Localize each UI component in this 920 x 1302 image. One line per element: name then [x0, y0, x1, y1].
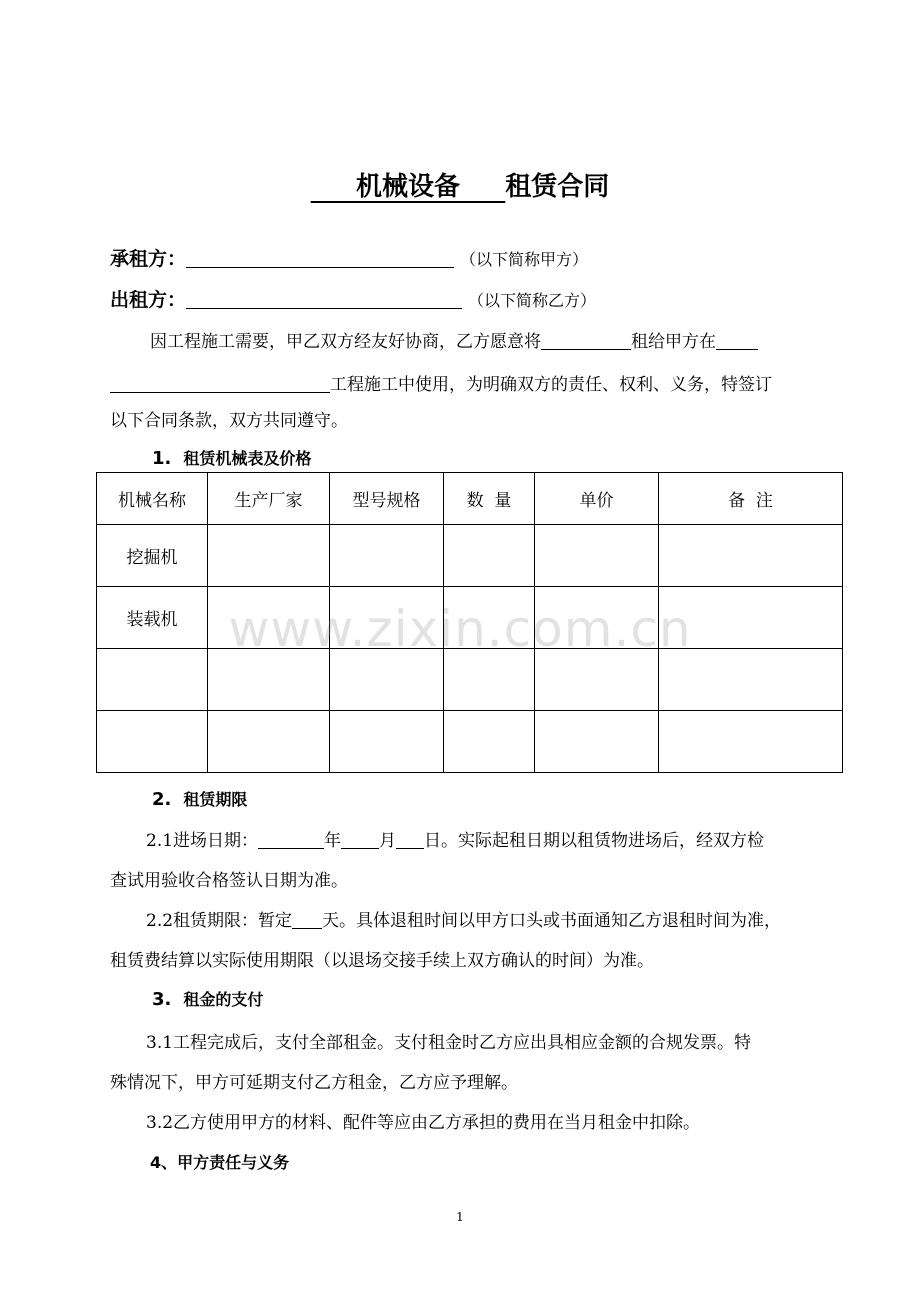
header-manufacturer: 生产厂家 [208, 473, 330, 525]
clause-3-1-line-2: 殊情况下，甲方可延期支付乙方租金，乙方应予理解。 [110, 1073, 518, 1093]
section-3-heading: 3. 租金的支付 [152, 989, 264, 1010]
clause-2-2-line-1: 2.2租赁期限：暂定 天。具体退租时间以甲方口头或书面通知乙方退租时间为准， [146, 911, 782, 931]
header-remarks: 备 注 [659, 473, 843, 525]
intro-line-1: 因工程施工需要，甲乙双方经友好协商，乙方愿意将 租给甲方在 [150, 327, 758, 352]
header-model: 型号规格 [330, 473, 444, 525]
year-blank[interactable] [258, 832, 324, 849]
lessee-name-field[interactable] [186, 249, 454, 268]
table-cell[interactable] [208, 711, 330, 773]
table-cell[interactable] [535, 525, 659, 587]
table-cell[interactable] [535, 711, 659, 773]
lessor-note: （以下简称乙方） [468, 291, 597, 310]
table-cell[interactable] [330, 525, 444, 587]
table-cell[interactable] [659, 587, 843, 649]
header-machine-name: 机械名称 [97, 473, 208, 525]
table-cell[interactable] [444, 525, 535, 587]
lessee-label: 承租方： [110, 248, 187, 270]
title-suffix: 租赁合同 [505, 172, 610, 202]
clause-2-1-line-1: 2.1进场日期： 年 月 日。实际起租日期以租赁物进场后，经双方检 [146, 831, 765, 851]
table-row [97, 525, 843, 587]
lessor-line [110, 285, 596, 312]
intro-line-3: 以下合同条款，双方共同遵守。 [110, 411, 348, 431]
table-cell[interactable] [208, 525, 330, 587]
clause-3-1-line-1: 3.1工程完成后，支付全部租金。支付租金时乙方应出具相应金额的合规发票。特 [146, 1033, 752, 1053]
title-equipment-blank: 机械设备 [355, 172, 460, 202]
watermark: www.zixin.com.cn [228, 600, 692, 658]
table-cell[interactable] [444, 587, 535, 649]
clause-2-1-line-2: 查试用验收合格签认日期为准。 [110, 871, 348, 891]
table-cell: 装载机 [97, 587, 208, 649]
project-blank-start[interactable] [716, 333, 758, 350]
table-cell[interactable] [659, 649, 843, 711]
day-blank[interactable] [396, 832, 424, 849]
intro-line-2: 工程施工中使用，为明确双方的责任、权利、义务，特签订 [110, 370, 772, 395]
table-header-row [97, 473, 843, 525]
table-cell[interactable] [444, 711, 535, 773]
table-cell: 挖掘机 [97, 525, 208, 587]
table-cell[interactable] [330, 649, 444, 711]
lessor-name-field[interactable] [186, 290, 462, 309]
lessee-note: （以下简称甲方） [460, 250, 589, 269]
table-cell[interactable] [535, 649, 659, 711]
section-2-heading: 2. 租赁期限 [152, 789, 248, 810]
month-blank[interactable] [341, 832, 379, 849]
document-title [0, 166, 920, 203]
table-cell[interactable] [659, 525, 843, 587]
header-unit-price: 单价 [535, 473, 659, 525]
days-blank[interactable] [292, 912, 322, 929]
table-row [97, 649, 843, 711]
lessor-label: 出租方： [110, 289, 187, 311]
project-name-blank[interactable] [110, 376, 330, 393]
table-row [97, 587, 843, 649]
table-cell[interactable] [208, 649, 330, 711]
table-cell[interactable] [535, 587, 659, 649]
table-cell[interactable] [330, 711, 444, 773]
clause-2-2-line-2: 租赁费结算以实际使用期限（以退场交接手续上双方确认的时间）为准。 [110, 951, 654, 971]
table-cell[interactable] [97, 649, 208, 711]
lessee-line [110, 244, 588, 271]
equipment-table [96, 472, 843, 773]
clause-3-2: 3.2乙方使用甲方的材料、配件等应由乙方承担的费用在当月租金中扣除。 [146, 1113, 701, 1133]
table-cell[interactable] [330, 587, 444, 649]
section-4-heading: 4、甲方责任与义务 [150, 1153, 290, 1172]
section-1-heading: 1. 租赁机械表及价格 [152, 448, 312, 469]
equipment-blank[interactable] [541, 333, 631, 350]
header-quantity: 数 量 [444, 473, 535, 525]
table-cell[interactable] [97, 711, 208, 773]
table-cell[interactable] [444, 649, 535, 711]
page-number: 1 [456, 1210, 464, 1224]
table-row [97, 711, 843, 773]
table-cell[interactable] [659, 711, 843, 773]
table-cell[interactable] [208, 587, 330, 649]
